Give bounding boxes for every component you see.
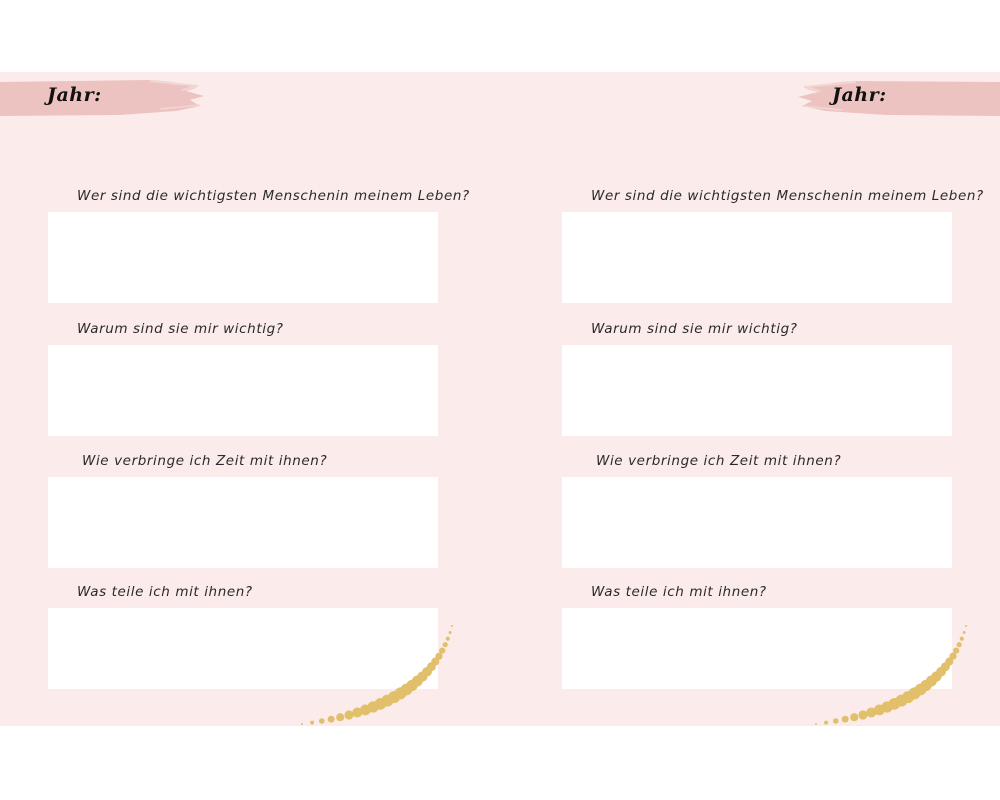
gold-dot bbox=[858, 710, 867, 719]
answer-box-why-important[interactable] bbox=[562, 345, 952, 436]
answer-box-important-people[interactable] bbox=[562, 212, 952, 303]
gold-dot bbox=[310, 721, 314, 725]
gold-dot bbox=[833, 718, 839, 724]
left-page bbox=[0, 72, 500, 726]
gold-dot bbox=[960, 637, 964, 641]
question-what-share: Was teile ich mit ihnen? bbox=[77, 584, 253, 600]
brush-stroke-banner bbox=[0, 78, 210, 118]
gold-dot bbox=[957, 642, 962, 647]
gold-dot bbox=[965, 625, 967, 627]
answer-box-important-people[interactable] bbox=[48, 212, 438, 303]
question-spend-time: Wie verbringe ich Zeit mit ihnen? bbox=[596, 453, 842, 469]
brush-stroke-banner bbox=[796, 78, 1000, 118]
question-what-share: Was teile ich mit ihnen? bbox=[591, 584, 767, 600]
question-important-people: Wer sind die wichtigsten Menschenin meinem Leben? bbox=[591, 188, 984, 204]
gold-dot bbox=[451, 625, 453, 627]
gold-dot bbox=[319, 718, 325, 724]
gold-dot bbox=[435, 653, 442, 660]
answer-box-why-important[interactable] bbox=[48, 345, 438, 436]
question-spend-time: Wie verbringe ich Zeit mit ihnen? bbox=[82, 453, 328, 469]
gold-dot bbox=[449, 631, 452, 634]
gold-dot bbox=[446, 637, 450, 641]
gold-dot bbox=[301, 723, 303, 725]
question-why-important: Warum sind sie mir wichtig? bbox=[591, 321, 798, 337]
gold-dot-arc-decoration bbox=[290, 612, 470, 726]
gold-dot-arc-decoration bbox=[804, 612, 984, 726]
gold-dot bbox=[344, 710, 353, 719]
gold-dot bbox=[963, 631, 966, 634]
gold-dot bbox=[824, 721, 828, 725]
journal-spread bbox=[0, 72, 1000, 726]
gold-dot bbox=[949, 653, 956, 660]
gold-dot bbox=[336, 713, 344, 721]
answer-box-spend-time[interactable] bbox=[562, 477, 952, 568]
gold-dot bbox=[953, 648, 959, 654]
right-page bbox=[500, 72, 1000, 726]
year-label: Jahr: bbox=[47, 84, 102, 106]
question-why-important: Warum sind sie mir wichtig? bbox=[77, 321, 284, 337]
gold-dot bbox=[815, 723, 817, 725]
answer-box-spend-time[interactable] bbox=[48, 477, 438, 568]
year-label: Jahr: bbox=[832, 84, 887, 106]
gold-dot bbox=[850, 713, 858, 721]
gold-dot bbox=[443, 642, 448, 647]
gold-dot bbox=[439, 648, 445, 654]
question-important-people: Wer sind die wichtigsten Menschenin meinem Leben? bbox=[77, 188, 470, 204]
gold-dot bbox=[842, 716, 849, 723]
gold-dot bbox=[328, 716, 335, 723]
